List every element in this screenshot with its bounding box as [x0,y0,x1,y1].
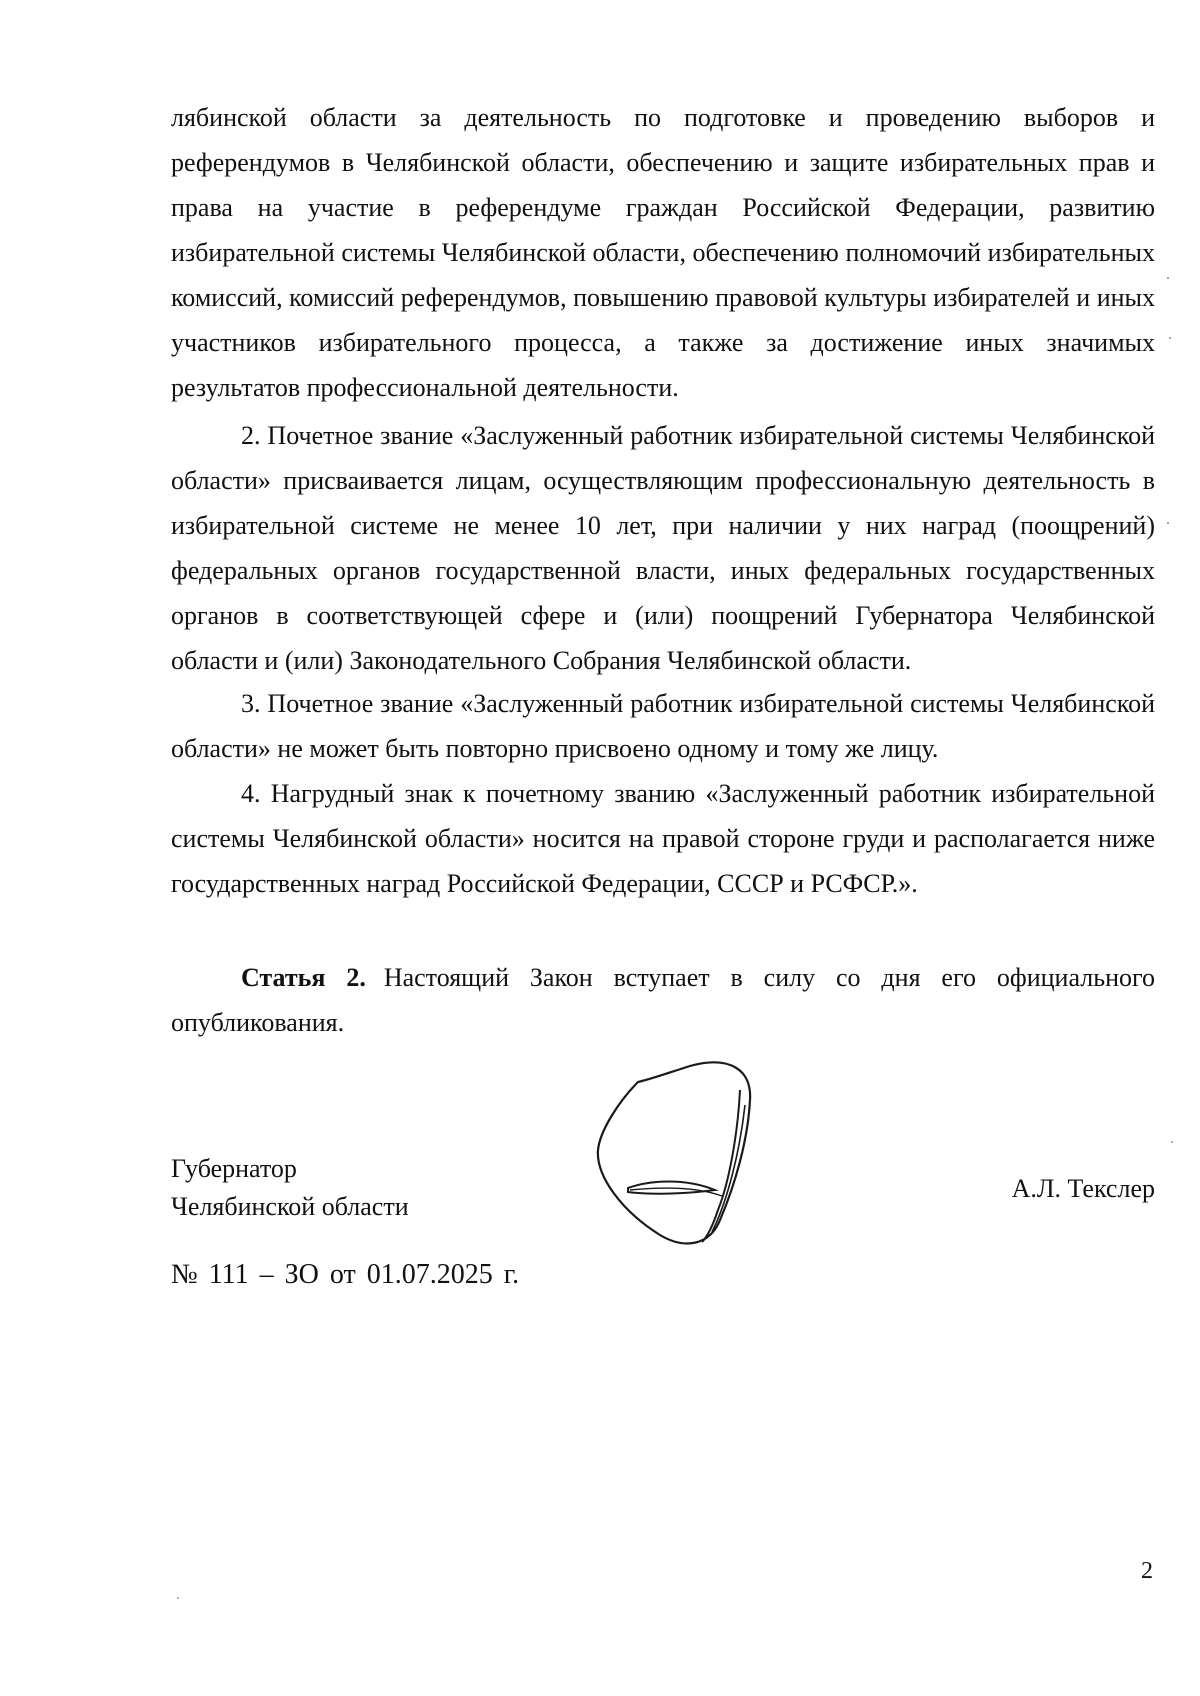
position-line-1: Губернатор [171,1154,297,1183]
paragraph-4: 4. Нагрудный знак к почетному званию «Заслуженный работник избирательной системы Челябинской области» носится на правой стороне груди и располагается ниже государственных наград Российской Федерации, СССР и РСФСР.». [171,779,1155,898]
position-line-2: Челябинской области [171,1192,409,1221]
signatory-name: А.Л. Текслер [1011,1174,1155,1203]
signatory-position [171,1150,409,1226]
article-label: Статья 2. [241,963,366,992]
document-body [171,95,1155,410]
page-number: 2 [1141,1558,1153,1584]
continuation-paragraph: лябинской области за деятельность по подготовке и проведению выборов и референдумов в Челябинской области, обеспечению и защите избирательных прав и права на участие в референдуме граждан Российской Федерации, развитию избирательной системы Челябинской области, обеспечению полномочий избирательных комиссий, комиссий референдумов, повышению правовой культуры избирателей и иных участников избирательного процесса, а также за достижение иных значимых результатов профессиональной деятельности. [171,103,1155,402]
article-text: Настоящий Закон вступает в силу со дня его официального опубликования. [171,963,1155,1037]
paragraph-3: 3. Почетное звание «Заслуженный работник избирательной системы Челябинской области» не может быть повторно присвоено одному и тому же лицу. [171,689,1155,763]
paragraph-2: 2. Почетное звание «Заслуженный работник избирательной системы Челябинской области» присваивается лицам, осуществляющим профессиональную деятельность в избирательной системе не менее 10 лет, при наличии у них наград (поощрений) федеральных органов государственной власти, иных федеральных государственных органов в соответствующей сфере и (или) поощрений Губернатора Челябинской области и (или) Законодательного Собрания Челябинской области. [171,421,1155,675]
law-number: № 111 – ЗО от 01.07.2025 г. [171,1259,520,1290]
handwritten-signature [590,1060,790,1260]
article-2 [171,955,1155,1045]
